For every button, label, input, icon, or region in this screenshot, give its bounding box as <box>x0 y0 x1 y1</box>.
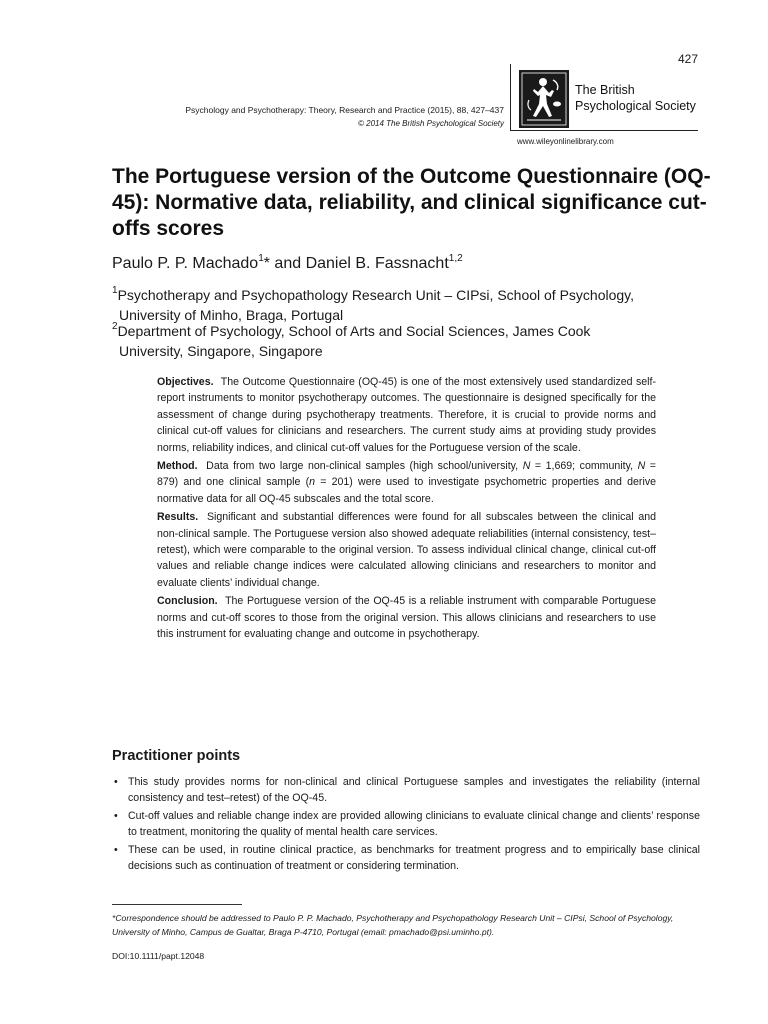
article-title: The Portuguese version of the Outcome Questionnaire (OQ-45): Normative data, reliability, and clinical significance cut-offs scores <box>112 165 711 240</box>
author-2: Daniel B. Fassnacht <box>305 255 449 272</box>
author-joiner: and <box>269 255 306 272</box>
abstract-method-n3-label: n <box>309 476 316 489</box>
abstract-results-heading: Results. <box>157 511 199 524</box>
practitioner-point-1 <box>112 774 700 807</box>
bullet-icon: • <box>114 809 118 822</box>
abstract <box>157 374 656 645</box>
author-list <box>112 253 463 275</box>
abstract-results <box>157 509 656 591</box>
abstract-results-text: Significant and substantial differences were found for all subscales between the clinical and non-clinical sample. The Portuguese version also showed adequate reliabilities (internal consistency, test–retest), which were comparable to the original version. To assess individual clinical change, clinical cut-off values and reliable change indices were calculated allowing clinicians and researchers to monitor and evaluate clients’ individual change. <box>157 511 657 589</box>
abstract-method-n1-label: N <box>522 460 531 473</box>
abstract-objectives-heading: Objectives. <box>157 376 214 388</box>
abstract-method-heading: Method. <box>157 460 198 473</box>
affiliation-2-line1: Department of Psychology, School of Arts and Social Sciences, James Cook <box>117 323 591 339</box>
publisher-name-line2: Psychological Society <box>575 99 696 113</box>
bullet-icon: • <box>114 776 118 788</box>
bps-crest-icon <box>519 70 569 128</box>
abstract-objectives-text: The Outcome Questionnaire (OQ-45) is one of the most extensively used standardized self-report instruments to monitor psychotherapy outcomes. The questionnaire is designed specifically for the assessment of change during psychotherapy treatments. Therefore, it is crucial to provide norms and clinical cut-off values for clinicians and researchers. The current study aims at providing study provides norms, reliability indices, and clinical cut-off values for the Portuguese version of the scale. <box>157 376 656 454</box>
abstract-method <box>157 458 656 507</box>
author-2-affiliation-mark: 1,2 <box>448 252 463 264</box>
affiliation-1 <box>112 285 712 325</box>
corresponding-author-mark: * <box>263 255 270 272</box>
affiliation-1-line2: University of Minho, Braga, Portugal <box>119 307 344 323</box>
affiliation-1-line1: Psychotherapy and Psychopathology Research Unit – CIPsi, School of Psychology, <box>117 287 635 303</box>
practitioner-point-2-text: Cut-off values and reliable change index are provided allowing clinicians to evaluate clinical change and clients’ response to treatment, monitoring the quality of mental health care services. <box>128 809 700 839</box>
doi[interactable]: DOI:10.1111/papt.12048 <box>112 951 205 961</box>
abstract-objectives <box>157 374 656 456</box>
affiliation-2-line2: University, Singapore, Singapore <box>119 343 323 359</box>
website-link[interactable]: www.wileyonlinelibrary.com <box>517 137 614 146</box>
correspondence-footnote: *Correspondence should be addressed to Paulo P. P. Machado, Psychotherapy and Psychopathology Research Unit – CIPsi, School of Psychology, University of Minho, Campus de Gualtar, Braga P-4710, Portugal (email: pmachado@psi.uminho.pt). <box>112 913 674 937</box>
affiliation-2 <box>112 321 712 361</box>
affiliation-1-mark: 1 <box>112 285 118 297</box>
practitioner-point-1-text: This study provides norms for non-clinical and clinical Portuguese samples and investigates the reliability (internal consistency and test–retest) of the OQ-45. <box>128 776 700 805</box>
practitioner-points-heading: Practitioner points <box>112 748 241 764</box>
abstract-method-n2-label: N <box>637 460 646 473</box>
author-1-affiliation-mark: 1 <box>258 252 264 264</box>
bullet-icon: • <box>114 843 118 856</box>
abstract-conclusion <box>157 593 656 642</box>
practitioner-point-3-text: These can be used, in routine clinical practice, as benchmarks for treatment progress and to empirically base clinical decisions such as continuation of treatment or considering termination. <box>128 843 700 873</box>
abstract-method-text-4: = 201) were used to investigate psychometric properties and derive normative data for all OQ-45 subscales and the total score. <box>157 476 657 505</box>
abstract-method-text-1: Data from two large non-clinical samples (high school/university, <box>206 460 523 473</box>
abstract-conclusion-heading: Conclusion. <box>157 595 218 608</box>
author-1: Paulo P. P. Machado <box>112 255 259 272</box>
practitioner-point-3 <box>112 842 700 875</box>
abstract-method-text-3: = 879) and one clinical sample ( <box>157 460 656 489</box>
publisher-name-line1: The British <box>575 83 635 97</box>
practitioner-point-2 <box>112 808 700 841</box>
page-number: 427 <box>677 52 698 66</box>
affiliation-2-mark: 2 <box>112 321 118 333</box>
abstract-method-text-2: = 1,669; community, <box>530 460 638 473</box>
header-horizontal-rule <box>510 130 698 131</box>
practitioner-points-list <box>112 774 700 875</box>
footnote-rule <box>112 904 242 905</box>
abstract-conclusion-text: The Portuguese version of the OQ-45 is a reliable instrument with comparable Portuguese norms and cut-off scores to those from the original version. This allows clinicians and researchers to use this instrument for evaluating change and outcome in psychotherapy. <box>157 595 656 641</box>
journal-copyright: © 2014 The British Psychological Society <box>358 119 504 128</box>
journal-citation: Psychology and Psychotherapy: Theory, Research and Practice (2015), 88, 427–437 <box>185 105 504 115</box>
header-vertical-rule <box>510 64 511 130</box>
publisher-name <box>575 82 696 114</box>
